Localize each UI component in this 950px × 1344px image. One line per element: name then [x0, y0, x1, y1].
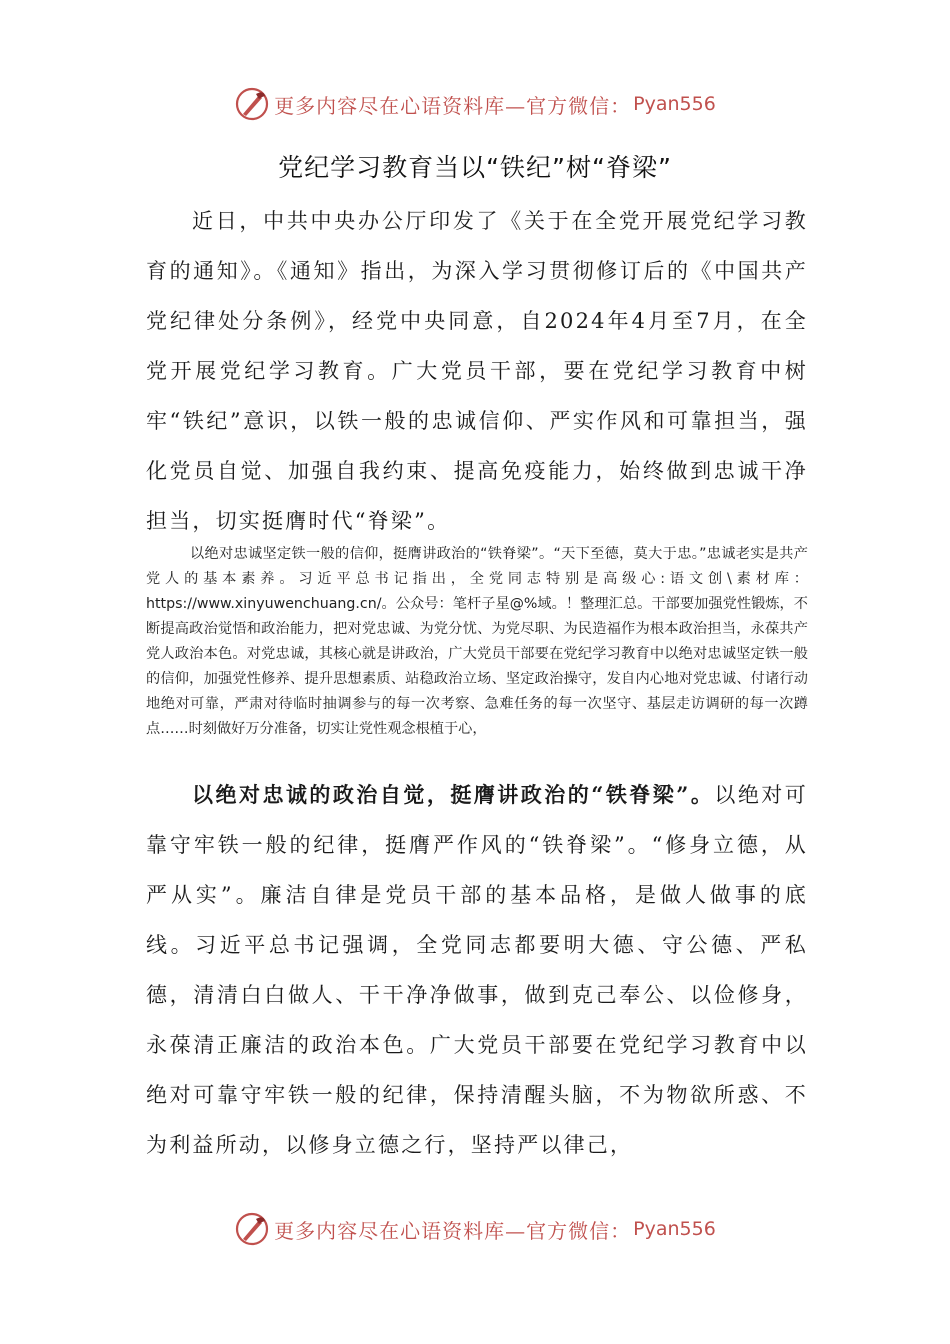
watermark-site-text: 更多内容尽在心语资料库—官方微信： [274, 1218, 632, 1243]
document-title: 党纪学习教育当以“铁纪”树“脊梁” [278, 153, 672, 182]
footer-watermark-banner [0, 1207, 950, 1251]
watermark-wechat-id: Pyan556 [633, 93, 716, 115]
quill-pen-icon [234, 1211, 270, 1247]
paragraph-small-print: 以绝对忠诚坚定铁一般的信仰，挺膺讲政治的“铁脊梁”。“天下至德，莫大于忠。”忠诚老实是共产党人的基本素养。习近平总书记指出，全党同志特别是高级心:语文创\素材库：https://www.xinyuwenchuang.cn/。公众号：笔杆子星@%域。！整理汇总。干部要加强党性锻炼，不断提高政治觉悟和政治能力，把对党忠诚、为党分忧、为党尽职、为民造福作为根本政治担当，永葆共产党人政治本色。对党忠诚，其核心就是讲政治，广大党员干部要在党纪学习教育中以绝对忠诚坚定铁一般的信仰，加强党性修养、提升思想素质、站稳政治立场、坚定政治操守，发自内心地对党忠诚、付诸行动地绝对可靠，严肃对待临时抽调参与的每一次考察、急难任务的每一次坚守、基层走访调研的每一次蹲点……时刻做好万分准备，切实让党性观念根植于心， [146, 546, 808, 737]
paragraph-body-text: 以绝对可靠守牢铁一般的纪律，挺膺严作风的“铁脊梁”。“修身立德，从严从实”。廉洁自律是党员干部的基本品格，是做人做事的底线。习近平总书记强调，全党同志都要明大德、守公德、严私德，清清白白做人、干干净净做事，做到克己奉公、以俭修身，永葆清正廉洁的政治本色。广大党员干部要在党纪学习教育中以绝对可靠守牢铁一般的纪律，保持清醒头脑，不为物欲所惑、不为利益所动，以修身立德之行，坚持严以律己， [146, 783, 808, 1157]
quill-pen-icon [234, 86, 270, 122]
paragraph-intro: 近日，中共中央办公厅印发了《关于在全党开展党纪学习教育的通知》。《通知》指出，为深入学习贯彻修订后的《中国共产党纪律处分条例》，经党中央同意，自2024年4月至7月，在全党开展党纪学习教育。广大党员干部，要在党纪学习教育中树牢“铁纪”意识，以铁一般的忠诚信仰、严实作风和可靠担当，强化党员自觉、加强自我约束、提高免疫能力，始终做到忠诚干净担当，切实挺膺时代“脊梁”。 [146, 209, 808, 533]
paragraph-lead-heading: 以绝对忠诚的政治自觉，挺膺讲政治的“铁脊梁”。 [192, 782, 715, 807]
header-watermark-banner [0, 82, 950, 126]
paragraph-discipline [146, 770, 808, 1170]
watermark-site-text: 更多内容尽在心语资料库—官方微信： [274, 93, 632, 118]
watermark-wechat-id: Pyan556 [633, 1218, 716, 1240]
